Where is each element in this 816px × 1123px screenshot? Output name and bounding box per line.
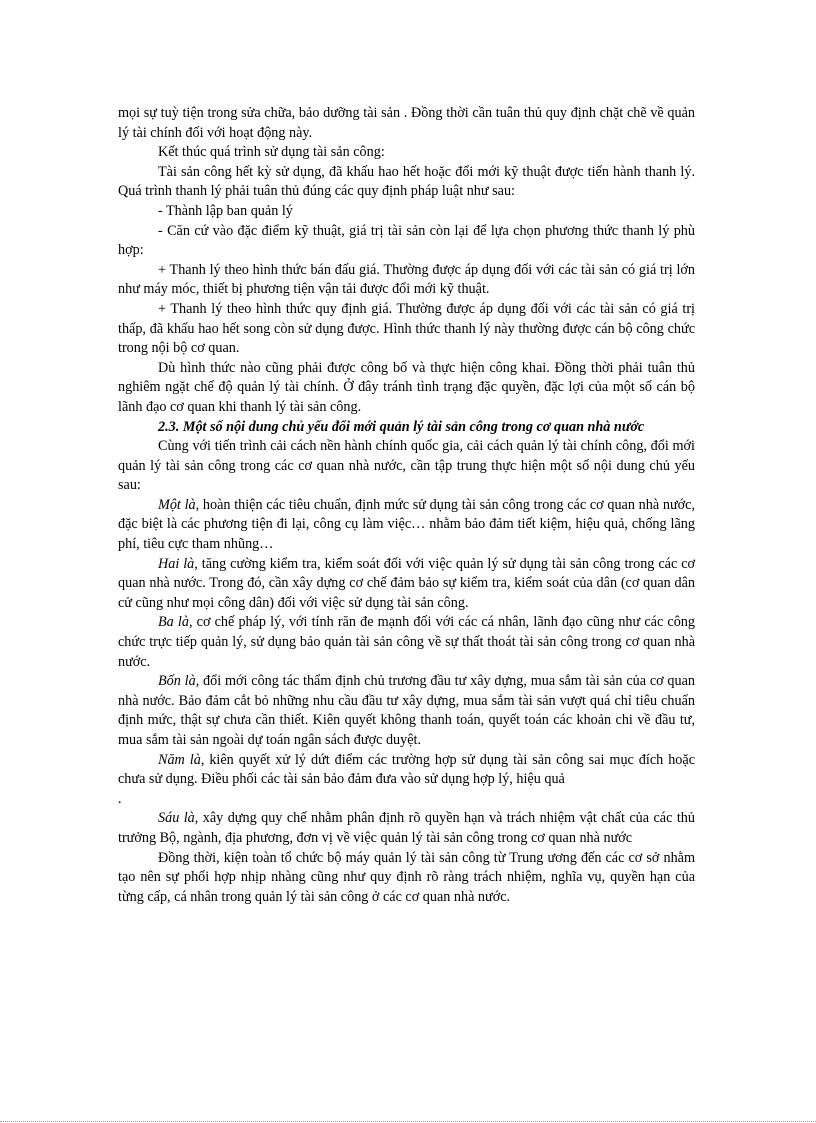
item-three (118, 613, 695, 672)
item-five-text: , kiên quyết xử lý dứt điểm các trường hợp sử dụng tài sản công sai mục đích hoặc chưa sử dụng. Điều phối các tài sản bảo đảm đưa vào sử dụng hợp lý, hiệu quả (118, 751, 695, 788)
item-four (118, 672, 695, 750)
item-two-text: , tăng cường kiểm tra, kiểm soát đối với việc quản lý sử dụng tài sản công trong các cơ quan nhà nước. Trong đó, cần xây dựng cơ chế đảm bảo sự kiểm tra, kiểm soát của dân (cơ quan dân cử cũng như mọi công dân) đối với việc sử dụng tài sản công. (118, 555, 695, 611)
item-six-text: , xây dựng quy chế nhằm phân định rõ quyền hạn và trách nhiệm vật chất của các thủ trưởng Bộ, ngành, địa phương, đơn vị về việc quản lý tài sản công trong cơ quan nhà nước (118, 810, 695, 846)
item-six (118, 809, 695, 848)
item-six-lead: Sáu là (158, 810, 195, 827)
item-one (118, 496, 695, 555)
item-one-lead: Một là (158, 496, 196, 513)
item-four-lead: Bốn là (158, 673, 196, 690)
paragraph-closing: Đồng thời, kiện toàn tổ chức bộ máy quản lý tài sản công từ Trung ương đến các cơ sở nhằm tạo nên sự phối hợp nhịp nhàng cũng như quy định rõ ràng trách nhiệm, nghĩa vụ, quyền hạn của từng cấp, cá nhân trong quản lý tài sản công ở các cơ quan nhà nước. (118, 849, 695, 905)
stray-dot: . (118, 790, 122, 807)
paragraph-end-of-use: Kết thúc quá trình sử dụng tài sản công: (158, 144, 385, 161)
item-five-lead: Năm là (158, 751, 201, 768)
list-item-technical-basis: - Căn cứ vào đặc điểm kỹ thuật, giá trị tài sản còn lại để lựa chọn phương thức thanh lý phù hợp: (118, 222, 695, 259)
paragraph-maintenance: mọi sự tuỳ tiện trong sửa chữa, bảo dưỡng tài sản . Đồng thời cần tuân thủ quy định chặt chẽ về quản lý tài chính đối với hoạt động này. (118, 105, 695, 141)
paragraph-intro: Cùng với tiến trình cải cách nền hành chính quốc gia, cải cách quản lý tài chính công, đổi mới quản lý tài sản công trong các cơ quan nhà nước, cần tập trung thực hiện một số nội dung chủ yếu sau: (118, 438, 695, 494)
list-item-management-board: - Thành lập ban quản lý (158, 202, 293, 219)
item-two (118, 555, 695, 614)
paragraph-public-disclosure: Dù hình thức nào cũng phải được công bố và thực hiện công khai. Đồng thời phải tuân thủ nghiêm ngặt chế độ quản lý tài chính. Ở đây tránh tình trạng đặc quyền, đặc lợi của một số cán bộ lãnh đạo cơ quan khi thanh lý tài sản công. (118, 359, 695, 415)
item-one-text: , hoàn thiện các tiêu chuẩn, định mức sử dụng tài sản công trong các cơ quan nhà nước, đặc biệt là các phương tiện đi lại, công cụ làm việc… nhằm bảo đảm tiết kiệm, hiệu quả, chống lãng phí, tiêu cực tham nhũng… (118, 496, 696, 553)
item-three-text: , cơ chế pháp lý, với tính răn đe mạnh đối với các cá nhân, lãnh đạo cũng như các công chức trực tiếp quản lý, sử dụng bảo quản tài sản công về sự thất thoát tài sản công trong cơ quan nhà nước. (118, 614, 695, 670)
list-item-auction: + Thanh lý theo hình thức bán đấu giá. Thường được áp dụng đối với các tài sản có giá trị lớn như máy móc, thiết bị phương tiện vận tải được đổi mới kỹ thuật. (118, 261, 695, 298)
item-four-text: , đổi mới công tác thẩm định chủ trương đầu tư xây dựng, mua sắm tài sản của cơ quan nhà nước. Bảo đảm cắt bỏ những nhu cầu đầu tư xây dựng, mua sắm tài sản vượt quá chỉ tiêu chuẩn định mức, thật sự chưa cần thiết. Kiên quyết không thanh toán, quyết toán các khoản chi về đầu tư, mua sắm tài sản ngoài dự toán ngân sách được duyệt. (118, 673, 695, 748)
item-five (118, 751, 695, 790)
list-item-fixed-price: + Thanh lý theo hình thức quy định giá. Thường được áp dụng đối với các tài sản có giá trị thấp, đã khấu hao hết song còn sử dụng được. Hình thức thanh lý này thường được cán bộ công chức trong nội bộ cơ quan. (118, 300, 695, 357)
section-heading: 2.3. Một số nội dung chủ yếu đổi mới quản lý tài sản công trong cơ quan nhà nước (158, 418, 645, 435)
paragraph-liquidation: Tài sản công hết kỳ sử dụng, đã khấu hao hết hoặc đổi mới kỹ thuật được tiến hành thanh lý. Quá trình thanh lý phải tuân thủ đúng các quy định pháp luật như sau: (118, 163, 695, 200)
item-two-lead: Hai là (158, 555, 195, 572)
document-page (118, 104, 695, 907)
page-bottom-rule (0, 1121, 816, 1122)
item-three-lead: Ba là (158, 614, 189, 631)
